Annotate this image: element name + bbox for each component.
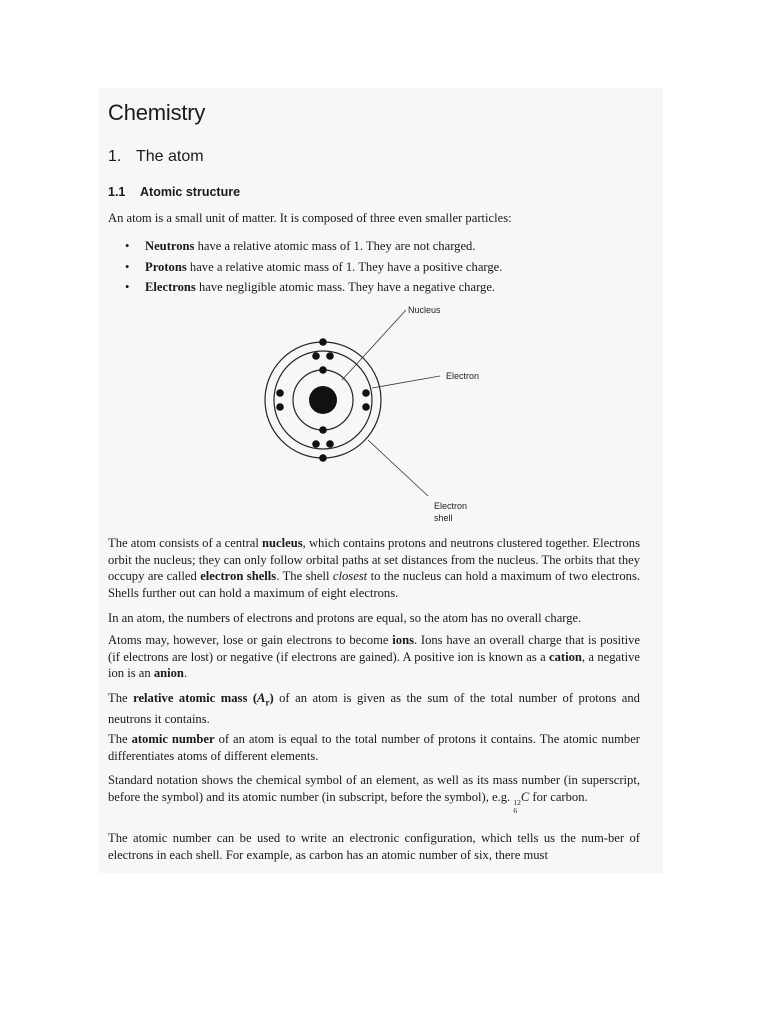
term-anion: anion <box>153 666 184 680</box>
isotope-numbers <box>513 799 521 815</box>
text-run: , which contains protons and neutrons clustered together. Electrons orbit the nucleus; they can only follow orbital paths at set distances from the nucleus. The orbits that they occupy are called <box>108 536 641 583</box>
mass-number: 12 <box>513 797 521 807</box>
bullet-text: have negligible atomic mass. They have a negative charge. <box>195 280 496 294</box>
term-ions: ions <box>392 633 414 647</box>
paragraph-ions <box>108 632 640 682</box>
section-title: The atom <box>136 148 204 165</box>
atomic-number: 6 <box>513 805 518 815</box>
electron-shell-label-line1: Electron <box>434 501 468 511</box>
subsection-title: Atomic structure <box>140 185 241 199</box>
text-run: . Ions have an overall charge that is positive (if electrons are lost) or negative (if electrons are gained). A positive ion is known as a <box>108 633 640 664</box>
section-heading <box>108 148 204 166</box>
nucleus-leader-line <box>342 310 406 380</box>
electron <box>326 440 334 448</box>
electron <box>312 440 320 448</box>
term-cation: cation <box>549 649 582 664</box>
list-item <box>122 236 642 257</box>
electron <box>362 403 370 411</box>
emphasis-closest: closest <box>332 569 368 583</box>
electron <box>319 338 327 346</box>
atom-diagram <box>250 300 480 530</box>
list-item <box>122 277 642 298</box>
electron <box>362 389 370 397</box>
electron <box>276 389 284 397</box>
text-run: of an atom is given as the sum of the total number of protons and neutrons it contains. <box>108 691 640 727</box>
paragraph-charge: In an atom, the numbers of electrons and protons are equal, so the atom has no overall charge. <box>108 611 582 625</box>
section-number: 1. <box>108 148 122 165</box>
text-run: to the nucleus can hold a maximum of two electrons. Shells further out can hold a maximum of eight electrons. <box>108 569 641 600</box>
electron <box>312 352 320 360</box>
text-run: of an atom is equal to the total number of protons it contains. The atomic number differentiates atoms of different elements. <box>108 732 640 763</box>
electron <box>319 454 327 462</box>
text-run: . The shell <box>276 569 333 583</box>
text-run: The <box>108 691 134 705</box>
bullet-term: Electrons <box>145 280 196 294</box>
paragraph-relative-atomic-mass <box>108 690 640 728</box>
bullet-term: Protons <box>145 259 187 274</box>
subsection-heading <box>108 185 240 199</box>
bullet-text: have a relative atomic mass of 1. They are not charged. <box>194 239 476 253</box>
electron <box>319 366 327 374</box>
text-run: Standard notation shows the chemical symbol of an element, as well as its mass number (in superscript, before the symbol) and its atomic number (in subscript, before the symbol), e.g. <box>108 773 640 804</box>
term-atomic-number: atomic number <box>131 732 215 746</box>
text-run: for carbon. <box>529 789 588 804</box>
paragraph-atomic-number <box>108 731 640 764</box>
term-electron-shells: electron shells <box>200 569 277 583</box>
text-run: Atoms may, however, lose or gain electrons to become <box>108 633 393 647</box>
text-run: The <box>108 732 132 746</box>
electron <box>326 352 334 360</box>
paragraph-electronic-configuration: The atomic number can be used to write an electronic configuration, which tells us the num-ber of electrons in each shell. For example, as carbon has an atomic number of six, there must <box>108 831 640 862</box>
electron <box>319 426 327 434</box>
paragraph-nucleus <box>108 535 640 601</box>
text-run: . <box>183 666 188 680</box>
paragraph-notation <box>108 772 640 815</box>
particle-list <box>122 236 642 298</box>
subsection-number: 1.1 <box>108 185 126 199</box>
shell-leader-line <box>368 440 428 496</box>
chapter-title: Chemistry <box>108 100 206 125</box>
text-run: ) <box>269 691 274 705</box>
term-relative-atomic-mass: relative atomic mass ( <box>133 691 258 705</box>
electron <box>276 403 284 411</box>
electron-shell-label-line2: shell <box>434 513 453 523</box>
electron-leader-line <box>372 376 440 388</box>
text-run: , a negative ion is an <box>108 649 640 680</box>
nucleus <box>309 386 337 414</box>
term-nucleus: nucleus <box>262 536 303 550</box>
bullet-term: Neutrons <box>145 239 195 253</box>
intro-paragraph: An atom is a small unit of matter. It is composed of three even smaller particles: <box>108 211 512 225</box>
symbol-a: A <box>257 691 266 705</box>
text-run: The atom consists of a central <box>108 536 263 550</box>
electron-label: Electron <box>446 371 480 381</box>
electron-shell-label <box>434 500 467 524</box>
carbon-symbol: C <box>520 789 530 804</box>
list-item <box>122 257 642 278</box>
nucleus-label: Nucleus <box>408 305 441 315</box>
bullet-text: have a relative atomic mass of 1. They have a positive charge. <box>186 259 503 274</box>
subscript-r: r <box>265 697 270 708</box>
